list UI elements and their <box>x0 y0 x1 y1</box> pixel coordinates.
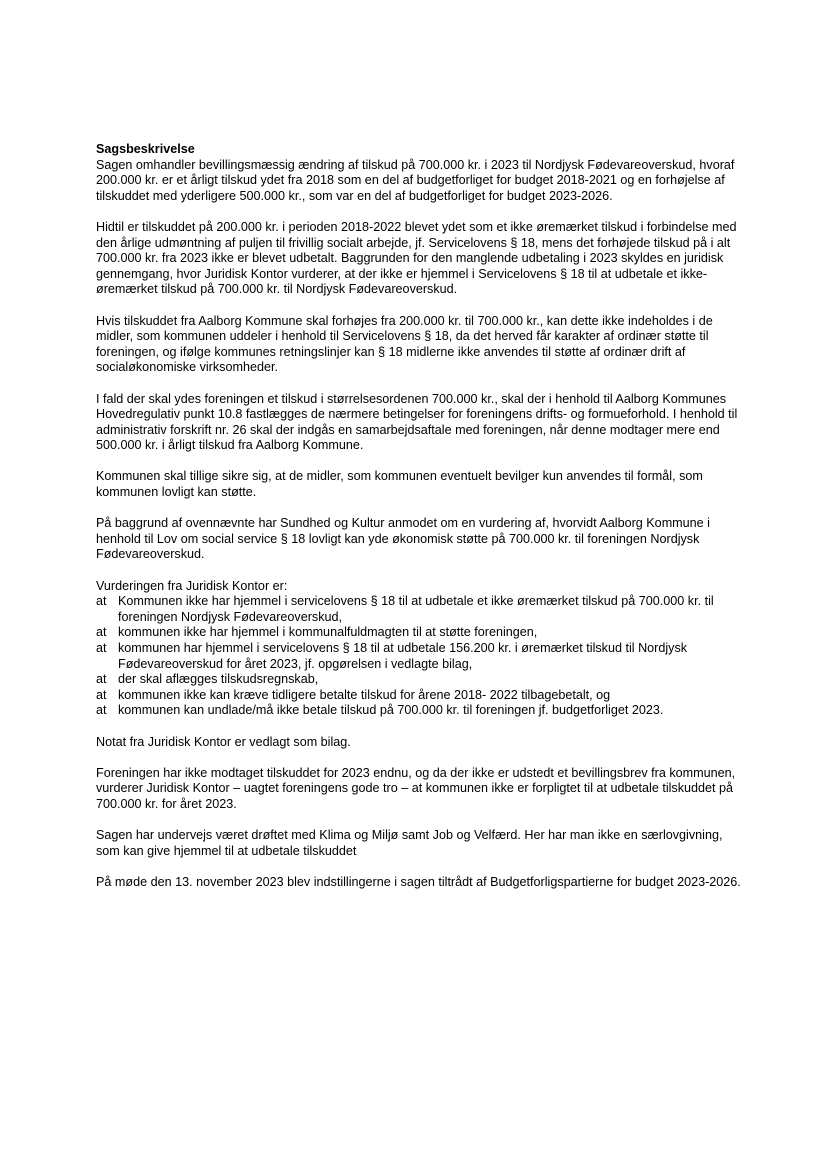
paragraph-not-obliged: Foreningen har ikke modtaget tilskuddet for 2023 endnu, og da der ikke er udstedt et bevillingsbrev fra kommunen, vurderer Juridisk Kontor – uagtet foreningens gode tro – at kommunen ikke er forpligtet til at udbetale tilskuddet på 700.000 kr. for året 2023. <box>96 765 736 811</box>
paragraph-lawful-use: Kommunen skal tillige sikre sig, at de midler, som kommunen eventuelt bevilger kun anvendes til formål, som kommunen lovligt kan støtte. <box>96 469 703 500</box>
list-item <box>96 688 744 704</box>
paragraph-history: Hidtil er tilskuddet på 200.000 kr. i perioden 2018-2022 blevet ydet som et ikke øremærket tilskud i forbindelse med den årlige udmøntning af puljen til frivillig socialt arbejde, jf. Servicelovens § 18, mens det forhøjede tilskud på i alt 700.000 kr. fra 2023 ikke er blevet udbetalt. Baggrunden for den manglende udbetaling i 2023 skyldes en juridisk gennemgang, hvor Juridisk Kontor vurderer, at der ikke er hjemmel i Servicelovens § 18 til at udbetale et ikke-øremærket tilskud på 700.000 kr. til Nordjysk Fødevareoverskud. <box>96 219 737 297</box>
paragraph-regulations: I fald der skal ydes foreningen et tilskud i størrelsesordenen 700.000 kr., skal der i henhold til Aalborg Kommunes Hovedregulativ punkt 10.8 fastlægges de nærmere betingelser for foreningens drifts- og formueforhold. I henhold til administrativ forskrift nr. 26 skal der indgås en samarbejdsaftale med foreningen, når denne modtager mere end 500.000 kr. i årligt tilskud fra Aalborg Kommune. <box>96 391 738 453</box>
list-marker: at <box>96 594 107 609</box>
section-heading: Sagsbeskrivelse <box>96 142 195 156</box>
paragraph-case-summary: Sagen omhandler bevillingsmæssig ændring af tilskud på 700.000 kr. i 2023 til Nordjysk Fødevareoverskud, hvoraf 200.000 kr. er et årligt tilskud ydet fra 2018 som en del af budgetforliget for budget 2018-2021 og en forhøjelse af tilskuddet med yderligere 500.000 kr., som var en del af budgetforliget for budget 2023-2026. <box>96 157 735 203</box>
list-marker: at <box>96 641 107 655</box>
paragraph-discussed: Sagen har undervejs været drøftet med Klima og Miljø samt Job og Velfærd. Her har man ikke en særlovgivning, som kan give hjemmel til at udbetale tilskuddet <box>96 828 723 858</box>
list-item <box>96 672 744 688</box>
list-marker: at <box>96 687 107 702</box>
list-marker: at <box>96 703 107 718</box>
list-item-text: kommunen ikke kan kræve tidligere betalte tilskud for årene 2018- 2022 tilbagebetalt, og <box>118 687 611 702</box>
paragraph-request: På baggrund af ovennævnte har Sundhed og Kultur anmodet om en vurdering af, hvorvidt Aalborg Kommune i henhold til Lov om social service § 18 lovligt kan yde økonomisk støtte på 700.000 kr. til foreningen Nordjysk Fødevareoverskud. <box>96 516 710 562</box>
list-item <box>96 625 744 641</box>
assessment-intro: Vurderingen fra Juridisk Kontor er: <box>96 578 288 593</box>
list-item-text: kommunen ikke har hjemmel i kommunalfuldmagten til at støtte foreningen, <box>118 625 538 640</box>
paragraph-meeting-decision: På møde den 13. november 2023 blev indstillingerne i sagen tiltrådt af Budgetforligspartierne for budget 2023-2026. <box>96 874 741 889</box>
list-item <box>96 594 744 625</box>
list-item <box>96 641 744 672</box>
list-item-text: kommunen kan undlade/må ikke betale tilskud på 700.000 kr. til foreningen jf. budgetforliget 2023. <box>118 703 664 718</box>
assessment-list <box>96 594 744 719</box>
list-marker: at <box>96 625 107 640</box>
list-item <box>96 703 744 719</box>
paragraph-attachment-note: Notat fra Juridisk Kontor er vedlagt som bilag. <box>96 734 351 749</box>
list-marker: at <box>96 672 107 687</box>
list-item-text: der skal aflægges tilskudsregnskab, <box>118 672 319 687</box>
document-page <box>96 142 744 906</box>
paragraph-increase-conditions: Hvis tilskuddet fra Aalborg Kommune skal forhøjes fra 200.000 kr. til 700.000 kr., kan dette ikke indeholdes i de midler, som kommunen uddeler i henhold til Servicelovens § 18, da det herved får karakter af ordinær støtte til foreningen, og ifølge kommunes retningslinjer kan § 18 midlerne ikke anvendes til støtte af ordinær drift af socialøkonomiske virksomheder. <box>96 313 713 375</box>
list-item-text: kommunen har hjemmel i servicelovens § 18 til at udbetale 156.200 kr. i øremærket tilskud til Nordjysk Fødevareoverskud for året 2023, jf. opgørelsen i vedlagte bilag, <box>118 641 688 671</box>
list-item-text: Kommunen ikke har hjemmel i servicelovens § 18 til at udbetale et ikke øremærket tilskud på 700.000 kr. til foreningen Nordjysk Fødevareoverskud, <box>118 594 714 624</box>
